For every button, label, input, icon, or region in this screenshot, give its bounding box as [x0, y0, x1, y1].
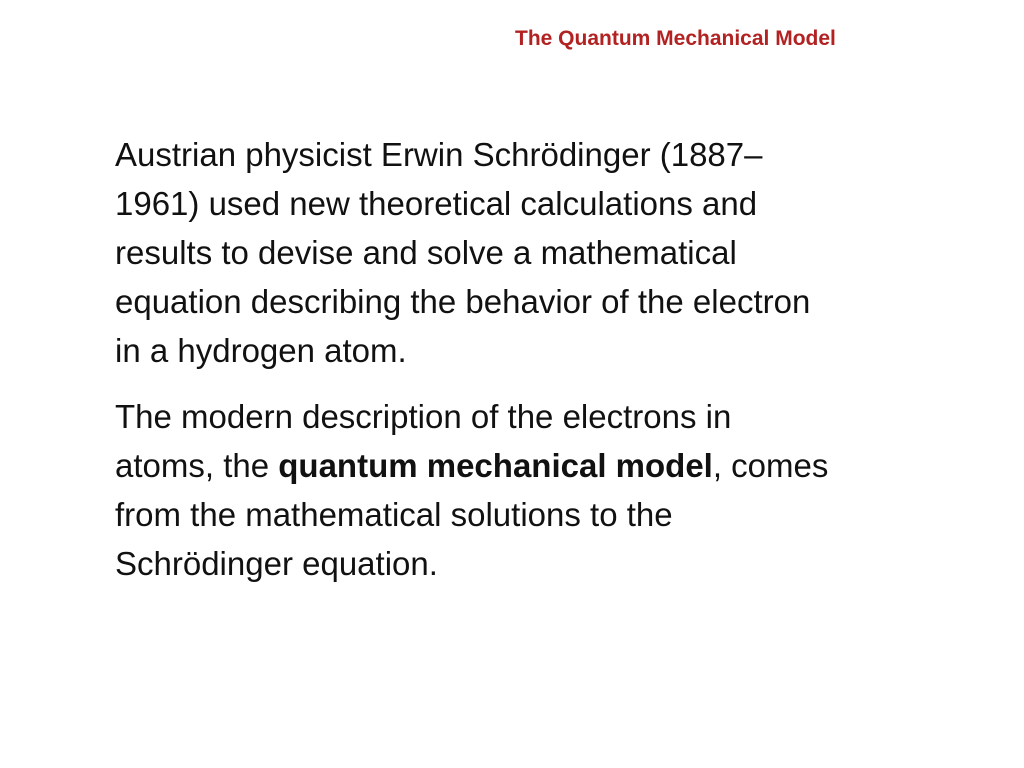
- paragraph-schrodinger-intro: [93, 130, 973, 375]
- slide-title: The Quantum Mechanical Model: [515, 27, 836, 50]
- key-term-quantum-mechanical-model: quantum mechanical model: [278, 447, 713, 484]
- text-line: The modern description of the electrons in: [115, 398, 732, 435]
- text-segment: , comes: [712, 447, 829, 484]
- text-line: [93, 441, 973, 490]
- text-line: Schrödinger equation.: [115, 545, 438, 582]
- text-line: from the mathematical solutions to the: [115, 496, 673, 533]
- text-line: in a hydrogen atom.: [115, 332, 407, 369]
- paragraph-quantum-model: [93, 392, 973, 588]
- slide-body: [93, 130, 973, 588]
- text-line: results to devise and solve a mathematical: [115, 234, 737, 271]
- text-segment: atoms, the: [115, 447, 279, 484]
- text-line: Austrian physicist Erwin Schrödinger (1887–: [115, 136, 763, 173]
- text-line: equation describing the behavior of the electron: [115, 283, 811, 320]
- text-line: 1961) used new theoretical calculations and: [115, 185, 758, 222]
